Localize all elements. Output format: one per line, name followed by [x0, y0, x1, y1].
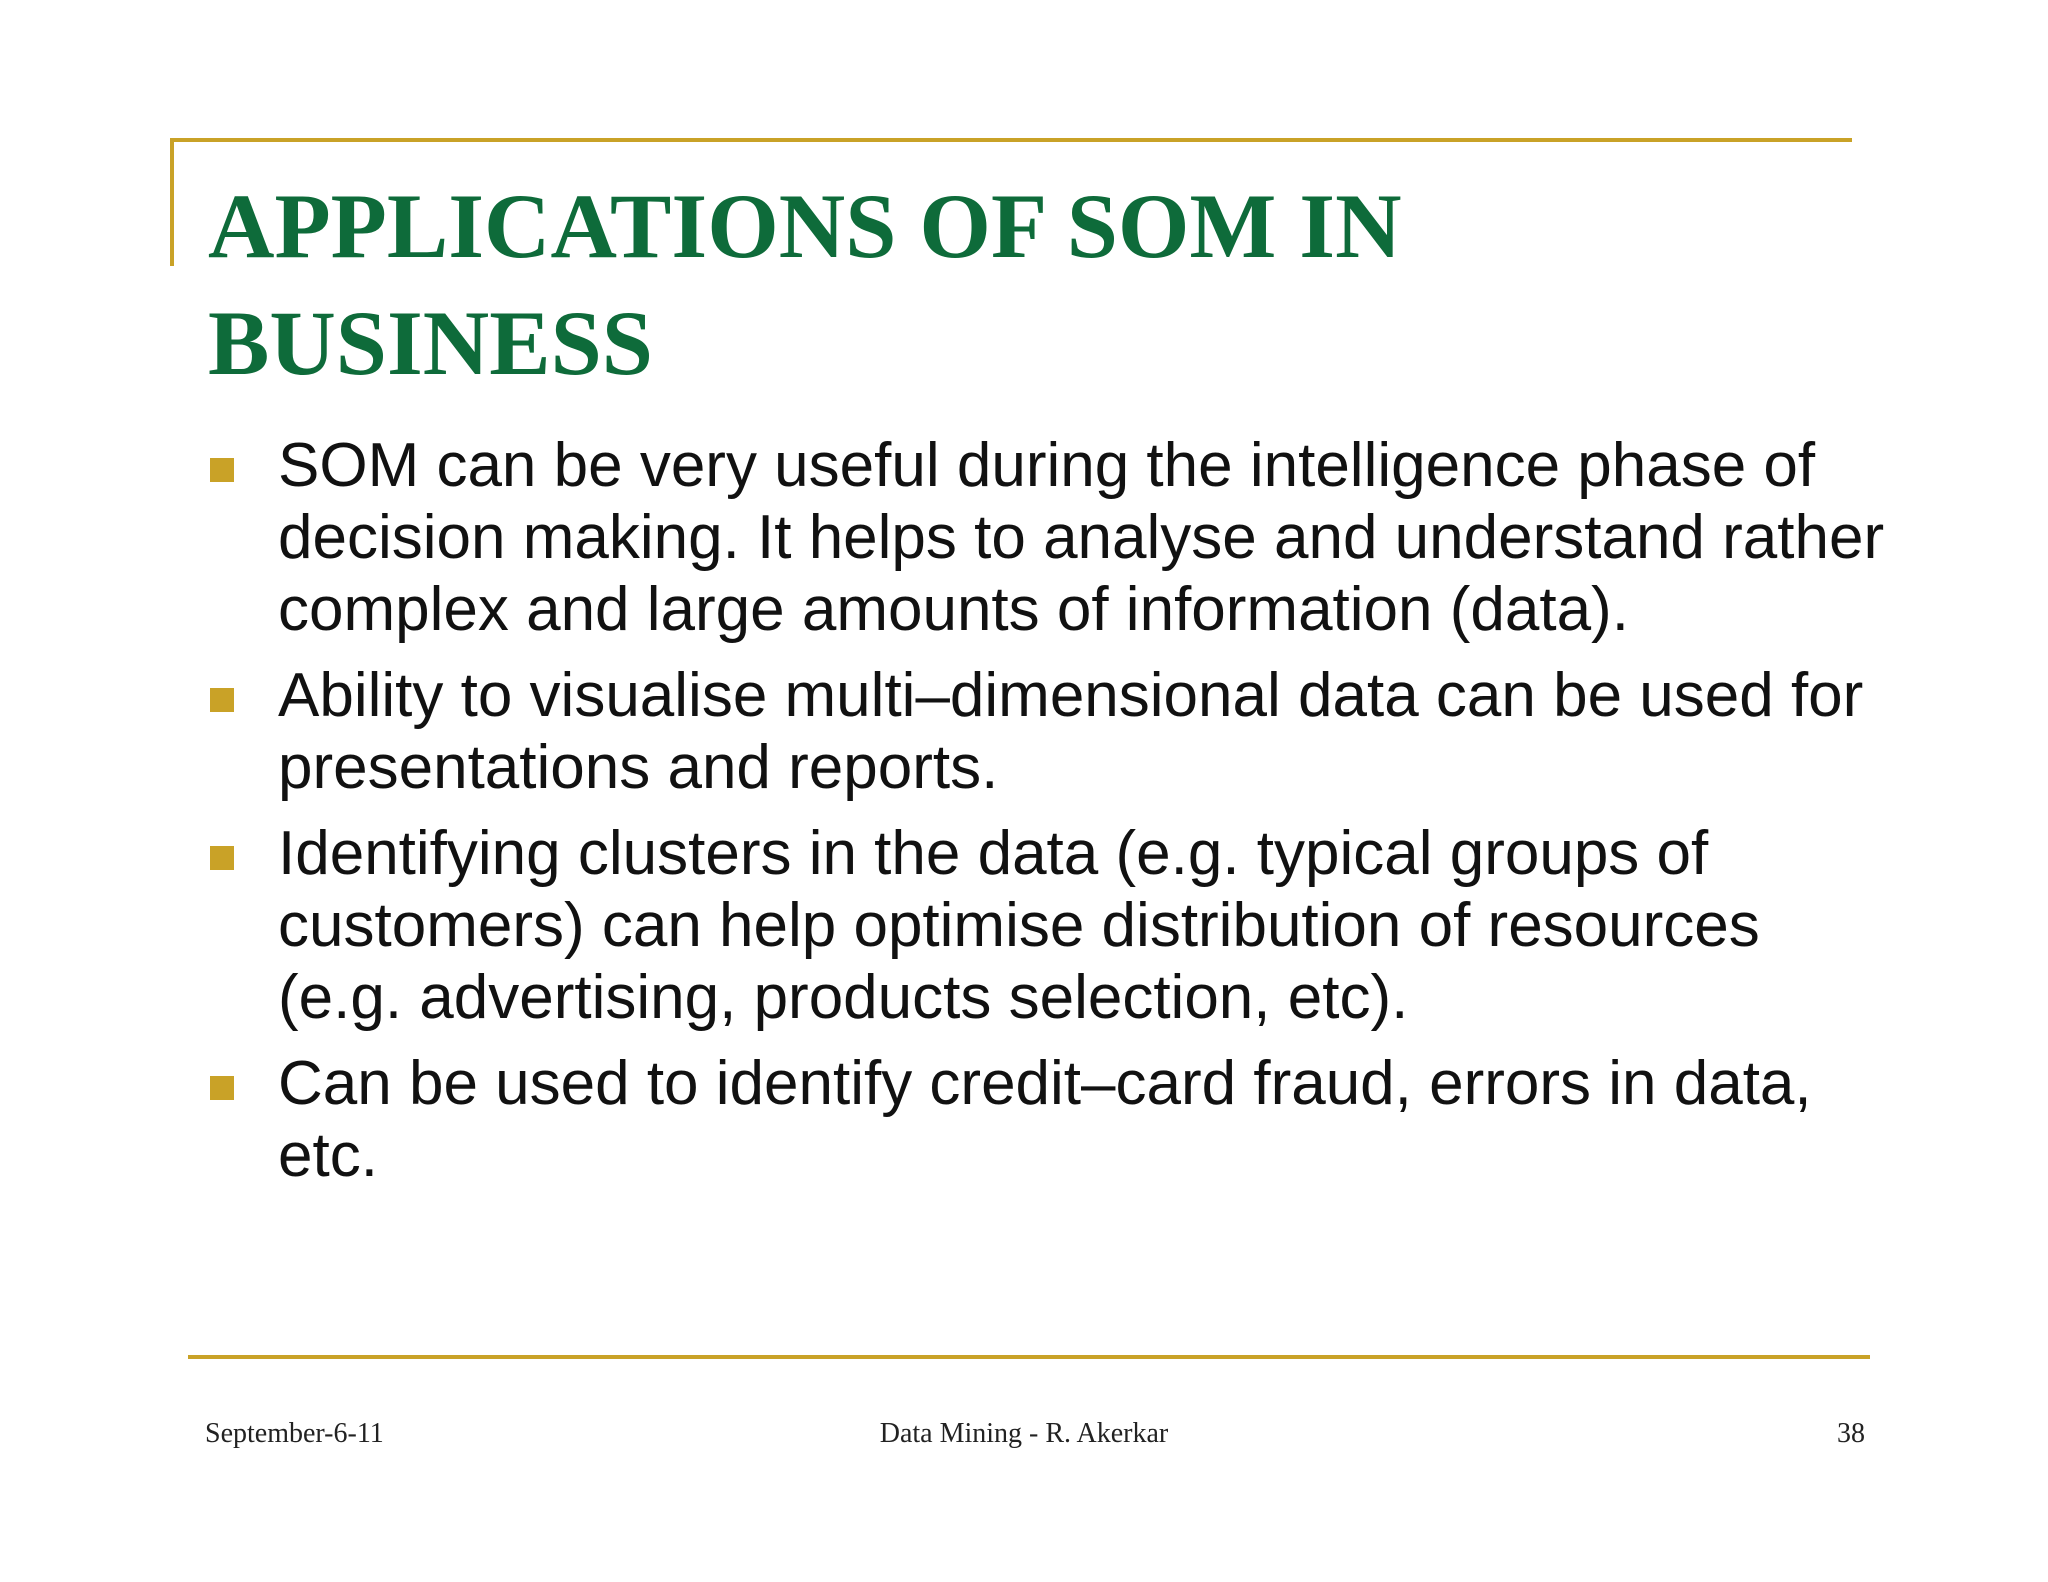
bullet-item [208, 430, 1888, 646]
square-bullet-icon [210, 688, 234, 712]
square-bullet-icon [210, 846, 234, 870]
footer-date: September-6-11 [205, 1418, 384, 1449]
bullet-list [208, 430, 1888, 1206]
bullet-text: SOM can be very useful during the intelligence phase of decision making. It helps to analyse and understand rather complex and large amounts of information (data). [278, 431, 1885, 644]
footer-rule [188, 1355, 1870, 1359]
title-left-rule [170, 138, 174, 266]
bullet-text: Identifying clusters in the data (e.g. typical groups of customers) can help optimise distribution of resources (e.g. advertising, products selection, etc). [278, 819, 1760, 1032]
slide-title: APPLICATIONS OF SOM IN BUSINESS [208, 175, 1402, 394]
bullet-text: Can be used to identify credit–card fraud, errors in data, etc. [278, 1049, 1812, 1190]
square-bullet-icon [210, 1076, 234, 1100]
bullet-item [208, 1048, 1888, 1192]
square-bullet-icon [210, 458, 234, 482]
page-number: 38 [1837, 1418, 1865, 1449]
bullet-item [208, 818, 1888, 1034]
bullet-text: Ability to visualise multi–dimensional data can be used for presentations and reports. [278, 661, 1864, 802]
title-top-rule [170, 138, 1852, 142]
bullet-item [208, 660, 1888, 804]
footer-title: Data Mining - R. Akerkar [879, 1418, 1169, 1449]
